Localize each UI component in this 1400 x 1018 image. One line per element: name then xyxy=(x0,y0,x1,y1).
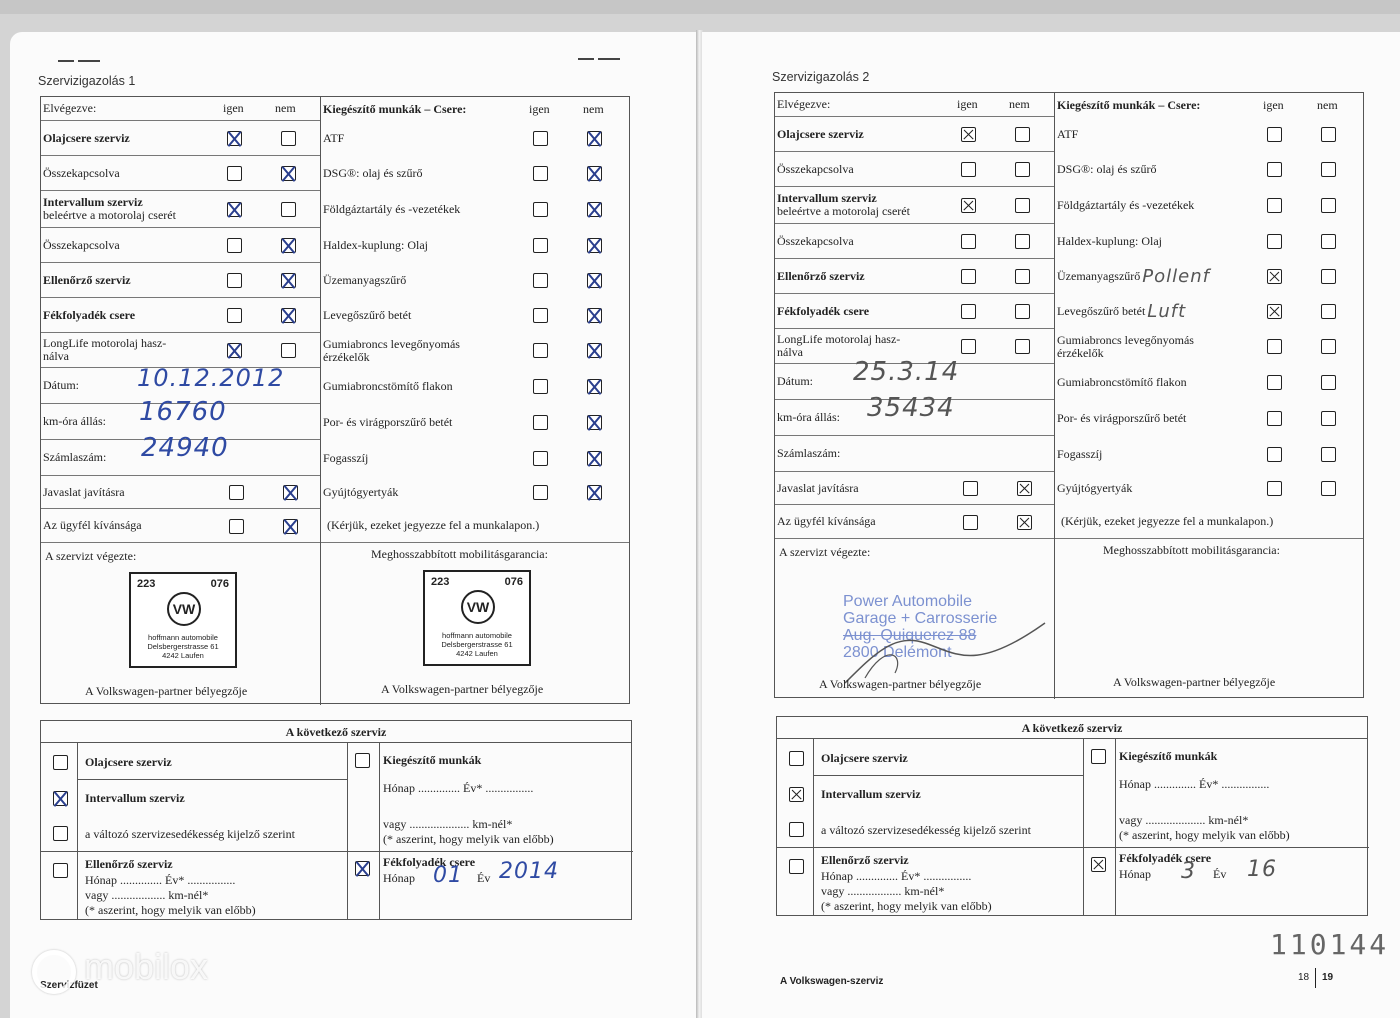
extra-row-label: DSG®: olaj és szűrő xyxy=(323,166,423,180)
no-checkbox[interactable] xyxy=(1015,269,1030,284)
extra-row xyxy=(321,228,629,263)
extra-row-label: Levegőszűrő betét xyxy=(323,308,412,322)
no-checkbox[interactable] xyxy=(1321,234,1336,249)
no-checkbox[interactable] xyxy=(587,166,602,181)
service-row xyxy=(41,156,320,191)
yes-checkbox[interactable] xyxy=(533,131,548,146)
next-variable-checkbox[interactable] xyxy=(789,822,804,837)
section-title: Szervizigazolás 2 xyxy=(772,70,870,84)
extra-row xyxy=(1055,224,1363,259)
next-oil-checkbox[interactable] xyxy=(53,755,68,770)
extra-row-label: ATF xyxy=(323,131,345,145)
no-checkbox[interactable] xyxy=(1015,162,1030,177)
extra-header xyxy=(1055,93,1363,117)
stamp-caption: A Volkswagen-partner bélyegzője xyxy=(381,682,544,696)
suggest-row xyxy=(41,476,320,509)
yes-header: igen xyxy=(1263,97,1284,112)
next-oil-label: Olajcsere szerviz xyxy=(85,755,172,769)
service-row-label: Intervallum szerviz beleértve a motorolaj cserét xyxy=(777,191,910,218)
service-row xyxy=(41,121,320,156)
next-check-label: Ellenőrző szerviz xyxy=(85,857,173,871)
no-header: nem xyxy=(1317,97,1338,112)
wish-row xyxy=(41,509,629,543)
extra-row-label: Üzemanyagszűrő xyxy=(323,273,407,287)
service-row-label: Összekapcsolva xyxy=(777,233,854,248)
no-checkbox[interactable] xyxy=(1015,339,1030,354)
table-header xyxy=(775,93,1054,117)
extra-row-label: Fogasszíj xyxy=(1057,446,1103,461)
service-table xyxy=(774,92,1364,698)
no-checkbox[interactable] xyxy=(1321,339,1336,354)
yes-checkbox[interactable] xyxy=(1267,339,1282,354)
suggest-no-checkbox[interactable] xyxy=(283,485,298,500)
extra-row-label: ATF xyxy=(1057,127,1079,141)
service-row xyxy=(775,152,1054,187)
date-handwritten: 25.3.14 xyxy=(853,357,960,387)
yes-checkbox[interactable] xyxy=(961,269,976,284)
extra-header-label: Kiegészítő munkák – Csere: xyxy=(323,101,467,116)
yes-checkbox[interactable] xyxy=(533,238,548,253)
no-checkbox[interactable] xyxy=(1321,411,1336,426)
next-check-checkbox[interactable] xyxy=(53,863,68,878)
stamp-caption: A Volkswagen-partner bélyegzője xyxy=(819,677,982,691)
next-service-box xyxy=(776,716,1368,916)
next-title: A következő szerviz xyxy=(777,717,1367,739)
service-row-label: Fékfolyadék csere xyxy=(777,303,870,318)
service-row-label: Olajcsere szerviz xyxy=(43,130,130,145)
suggest-label: Javaslat javításra xyxy=(43,484,125,499)
dealer-stamp: 223 076 VW hoffmann automobile Delsbergerstrasse 61 4242 Laufen xyxy=(129,572,237,668)
next-extra-month: Hónap .............. Év* ................ xyxy=(383,781,534,795)
extra-row-label: Gyújtógyertyák xyxy=(323,485,399,499)
no-checkbox[interactable] xyxy=(587,238,602,253)
next-brake-month: Hónap xyxy=(383,871,415,885)
yes-checkbox[interactable] xyxy=(1267,198,1282,213)
no-checkbox[interactable] xyxy=(1321,269,1336,284)
next-check-km: vagy .................. km-nél* xyxy=(821,884,945,898)
yes-checkbox[interactable] xyxy=(227,238,242,253)
yes-checkbox[interactable] xyxy=(533,202,548,217)
table-header xyxy=(41,97,320,121)
dash-mark xyxy=(598,58,620,60)
left-page xyxy=(10,32,698,1018)
section-title: Szervizigazolás 1 xyxy=(38,74,136,88)
extra-row xyxy=(1055,152,1363,187)
performed-header: Elvégezve: xyxy=(43,101,97,115)
service-done-label: A szervizt végezte: xyxy=(779,545,871,559)
next-brake-year: Év xyxy=(1213,867,1227,881)
extra-row-label: Fogasszíj xyxy=(323,450,369,465)
yes-checkbox[interactable] xyxy=(1267,304,1282,319)
next-check-month: Hónap .............. Év* ................ xyxy=(85,873,236,887)
watermark: mobilox xyxy=(84,946,209,987)
stamp-caption: A Volkswagen-partner bélyegzője xyxy=(85,684,248,698)
service-row-label: Összekapcsolva xyxy=(43,165,120,180)
next-interval-label: Intervallum szerviz xyxy=(85,791,185,805)
yes-checkbox[interactable] xyxy=(961,304,976,319)
next-check-label: Ellenőrző szerviz xyxy=(821,853,909,867)
yes-checkbox[interactable] xyxy=(533,343,548,358)
yes-checkbox[interactable] xyxy=(227,166,242,181)
wish-row xyxy=(775,505,1363,539)
yes-checkbox[interactable] xyxy=(1267,481,1282,496)
yes-checkbox[interactable] xyxy=(961,234,976,249)
no-checkbox[interactable] xyxy=(587,379,602,394)
yes-checkbox[interactable] xyxy=(227,273,242,288)
next-brake-checkbox[interactable] xyxy=(1091,857,1106,872)
extra-row-label: Gumiabroncstömítő flakon xyxy=(1057,374,1187,389)
vw-logo-icon: VW xyxy=(167,592,201,626)
yes-checkbox[interactable] xyxy=(227,308,242,323)
next-brake-month: Hónap xyxy=(1119,867,1151,881)
no-checkbox[interactable] xyxy=(587,273,602,288)
no-checkbox[interactable] xyxy=(1321,127,1336,142)
no-checkbox[interactable] xyxy=(587,451,602,466)
extra-row-label: Üzemanyagszűrő xyxy=(1057,269,1141,283)
next-extra-label: Kiegészítő munkák xyxy=(1119,749,1218,763)
next-check-checkbox[interactable] xyxy=(789,859,804,874)
next-interval-checkbox[interactable] xyxy=(53,791,68,806)
extra-row xyxy=(1055,187,1363,224)
scan-top-edge xyxy=(0,0,1400,14)
extra-row xyxy=(321,263,629,298)
yes-checkbox[interactable] xyxy=(961,127,976,142)
km-row xyxy=(775,393,1054,436)
yes-checkbox[interactable] xyxy=(1267,127,1282,142)
service-row xyxy=(775,224,1054,259)
no-checkbox[interactable] xyxy=(281,166,296,181)
extra-row-label: Por- és virágporszűrő betét xyxy=(323,414,453,429)
extra-row-label: Haldex-kuplung: Olaj xyxy=(323,238,428,252)
service-row xyxy=(775,117,1054,152)
next-brake-year: Év xyxy=(477,871,491,885)
no-checkbox[interactable] xyxy=(587,485,602,500)
no-checkbox[interactable] xyxy=(1015,304,1030,319)
yes-checkbox[interactable] xyxy=(961,198,976,213)
service-row xyxy=(41,263,320,298)
extra-row-label: Gumiabroncs levegőnyomás érzékelők xyxy=(1057,332,1194,360)
yes-checkbox[interactable] xyxy=(1267,269,1282,284)
service-row xyxy=(41,191,320,228)
next-title: A következő szerviz xyxy=(41,721,631,743)
yes-checkbox[interactable] xyxy=(227,202,242,217)
yes-checkbox[interactable] xyxy=(533,379,548,394)
extra-handwritten: Luft xyxy=(1147,301,1187,322)
yes-checkbox[interactable] xyxy=(961,162,976,177)
no-checkbox[interactable] xyxy=(587,308,602,323)
next-extra-month: Hónap .............. Év* ................ xyxy=(1119,777,1270,791)
footer-right: A Volkswagen-szerviz xyxy=(780,976,884,987)
date-handwritten: 10.12.2012 xyxy=(137,364,285,392)
date-label: Dátum: xyxy=(43,378,79,392)
dealer-ink-stamp: Power Automobile Garage + Carrosserie Aug. Quiquerez 88 2800 Delémont xyxy=(843,593,998,661)
mobility-label: Meghosszabbított mobilitásgarancia: xyxy=(1103,543,1280,557)
yes-checkbox[interactable] xyxy=(227,131,242,146)
extra-row xyxy=(1055,294,1363,329)
mobility-label: Meghosszabbított mobilitásgarancia: xyxy=(371,547,548,561)
next-check-km: vagy .................. km-nél* xyxy=(85,888,209,902)
next-oil-checkbox[interactable] xyxy=(789,751,804,766)
yes-checkbox[interactable] xyxy=(1267,234,1282,249)
next-extra-note: (* aszerint, hogy melyik van előbb) xyxy=(383,832,554,846)
wish-label: Az ügyfél kívánsága xyxy=(777,514,876,528)
service-row-label: Intervallum szerviz beleértve a motorolaj cserét xyxy=(43,195,176,222)
service-done-label: A szervizt végezte: xyxy=(45,549,137,563)
no-checkbox[interactable] xyxy=(587,202,602,217)
service-table xyxy=(40,96,630,704)
no-checkbox[interactable] xyxy=(1321,447,1336,462)
extra-row xyxy=(1055,400,1363,436)
no-checkbox[interactable] xyxy=(281,131,296,146)
next-brake-label: Fékfolyadék csere xyxy=(383,855,476,869)
invoice-handwritten: 24940 xyxy=(141,433,229,463)
service-row xyxy=(775,294,1054,329)
no-checkbox[interactable] xyxy=(281,273,296,288)
yes-checkbox[interactable] xyxy=(533,308,548,323)
yes-checkbox[interactable] xyxy=(533,415,548,430)
wish-yes-checkbox[interactable] xyxy=(229,519,244,534)
next-oil-label: Olajcsere szerviz xyxy=(821,751,908,765)
invoice-label: Számlaszám: xyxy=(777,446,841,460)
extra-row xyxy=(321,440,629,476)
page-number-left: 18 xyxy=(1298,972,1310,983)
km-handwritten: 16760 xyxy=(139,397,227,427)
yes-header: igen xyxy=(223,101,244,115)
km-label: km-óra állás: xyxy=(43,414,106,428)
yes-checkbox[interactable] xyxy=(961,339,976,354)
service-row xyxy=(41,333,320,368)
no-checkbox[interactable] xyxy=(281,343,296,358)
page-number-right: 19 xyxy=(1322,972,1334,983)
extra-row xyxy=(321,121,629,156)
no-checkbox[interactable] xyxy=(587,131,602,146)
no-checkbox[interactable] xyxy=(587,343,602,358)
yes-checkbox[interactable] xyxy=(1267,162,1282,177)
mobilox-logo-icon xyxy=(32,950,76,994)
no-checkbox[interactable] xyxy=(281,308,296,323)
next-interval-checkbox[interactable] xyxy=(789,787,804,802)
wish-label: Az ügyfél kívánsága xyxy=(43,518,142,532)
service-row-label: LongLife motorolaj hasz- nálva xyxy=(777,332,901,359)
yes-checkbox[interactable] xyxy=(533,451,548,466)
yes-checkbox[interactable] xyxy=(533,273,548,288)
note-text: (Kérjük, ezeket jegyezze fel a munkalapon.) xyxy=(1061,514,1274,528)
invoice-row xyxy=(775,436,1054,472)
page-divider xyxy=(1315,968,1316,988)
extra-row-label: Földgáztartály és -vezetékek xyxy=(323,202,461,216)
extra-row-label: Gumiabroncs levegőnyomás érzékelők xyxy=(323,336,460,364)
next-brake-month-handwritten: 01 xyxy=(433,863,463,888)
wish-yes-checkbox[interactable] xyxy=(963,515,978,530)
dash-mark xyxy=(58,60,74,62)
service-row xyxy=(775,187,1054,224)
no-checkbox[interactable] xyxy=(1015,198,1030,213)
service-row-label: Olajcsere szerviz xyxy=(777,126,864,141)
extra-row xyxy=(321,156,629,191)
extra-row-label: Gumiabroncstömítő flakon xyxy=(323,378,453,393)
extra-row xyxy=(321,368,629,404)
suggest-label: Javaslat javításra xyxy=(777,480,859,495)
next-check-note: (* aszerint, hogy melyik van előbb) xyxy=(85,903,256,917)
yes-checkbox[interactable] xyxy=(1267,411,1282,426)
next-check-month: Hónap .............. Év* ................ xyxy=(821,869,972,883)
suggest-row xyxy=(775,472,1054,505)
service-row-label: Fékfolyadék csere xyxy=(43,307,136,322)
next-extra-checkbox[interactable] xyxy=(355,753,370,768)
next-brake-label: Fékfolyadék csere xyxy=(1119,851,1212,865)
extra-row-label: Levegőszűrő betét xyxy=(1057,304,1146,318)
no-checkbox[interactable] xyxy=(281,238,296,253)
vw-logo-icon: VW xyxy=(461,590,495,624)
extra-row xyxy=(321,191,629,228)
yes-header: igen xyxy=(529,101,550,116)
next-check-note: (* aszerint, hogy melyik van előbb) xyxy=(821,899,992,913)
suggest-yes-checkbox[interactable] xyxy=(229,485,244,500)
extra-row xyxy=(1055,364,1363,400)
service-row xyxy=(41,228,320,263)
dash-mark xyxy=(78,60,100,62)
dash-mark xyxy=(578,58,594,60)
note-text: (Kérjük, ezeket jegyezze fel a munkalapon.) xyxy=(327,518,540,532)
suggest-no-checkbox[interactable] xyxy=(1017,481,1032,496)
next-extra-note: (* aszerint, hogy melyik van előbb) xyxy=(1119,828,1290,842)
yes-checkbox[interactable] xyxy=(1267,447,1282,462)
no-checkbox[interactable] xyxy=(587,415,602,430)
no-checkbox[interactable] xyxy=(1321,481,1336,496)
stamp-caption: A Volkswagen-partner bélyegzője xyxy=(1113,675,1276,689)
yes-checkbox[interactable] xyxy=(227,343,242,358)
service-row-label: LongLife motorolaj hasz- nálva xyxy=(43,336,167,363)
extra-row xyxy=(1055,472,1363,505)
footer-left: Szervizfüzet xyxy=(40,980,98,991)
yes-checkbox[interactable] xyxy=(533,485,548,500)
next-variable-checkbox[interactable] xyxy=(53,826,68,841)
service-row-label: Ellenőrző szerviz xyxy=(777,268,865,283)
dealer-stamp: 223 076 VW hoffmann automobile Delsbergerstrasse 61 4242 Laufen xyxy=(423,570,531,666)
no-header: nem xyxy=(275,101,296,115)
suggest-yes-checkbox[interactable] xyxy=(963,481,978,496)
next-variable-label: a változó szervizesedékesség kijelző szerint xyxy=(821,823,1031,837)
extra-row-label: Gyújtógyertyák xyxy=(1057,481,1133,495)
service-row xyxy=(775,259,1054,294)
next-brake-year-handwritten: 2014 xyxy=(499,859,559,884)
extra-handwritten: Pollenf xyxy=(1142,266,1210,287)
extra-row xyxy=(321,298,629,333)
extra-row xyxy=(321,333,629,368)
next-brake-checkbox[interactable] xyxy=(355,861,370,876)
next-service-box xyxy=(40,720,632,920)
next-extra-km: vagy .................... km-nél* xyxy=(1119,813,1249,827)
invoice-row xyxy=(41,433,320,476)
yes-checkbox[interactable] xyxy=(1267,375,1282,390)
next-brake-year-handwritten: 16 xyxy=(1247,857,1277,882)
wish-no-checkbox[interactable] xyxy=(1017,515,1032,530)
km-handwritten: 35434 xyxy=(867,393,955,423)
performed-header: Elvégezve: xyxy=(777,97,831,111)
no-checkbox[interactable] xyxy=(1321,198,1336,213)
extra-row xyxy=(1055,436,1363,472)
next-extra-checkbox[interactable] xyxy=(1091,749,1106,764)
extra-row xyxy=(321,404,629,440)
extra-row-label: DSG®: olaj és szűrő xyxy=(1057,162,1157,176)
next-interval-label: Intervallum szerviz xyxy=(821,787,921,801)
serial-stamp: 110144 xyxy=(1270,928,1390,961)
wish-no-checkbox[interactable] xyxy=(283,519,298,534)
right-page xyxy=(702,32,1400,1018)
invoice-label: Számlaszám: xyxy=(43,450,107,464)
extra-header-label: Kiegészítő munkák – Csere: xyxy=(1057,97,1201,112)
extra-row-label: Földgáztartály és -vezetékek xyxy=(1057,198,1195,212)
service-row-label: Ellenőrző szerviz xyxy=(43,272,131,287)
next-variable-label: a változó szervizesedékesség kijelző szerint xyxy=(85,827,295,841)
next-brake-month-handwritten: 3 xyxy=(1181,859,1196,884)
no-checkbox[interactable] xyxy=(1321,375,1336,390)
service-row-label: Összekapcsolva xyxy=(777,161,854,176)
service-row-label: Összekapcsolva xyxy=(43,237,120,252)
no-checkbox[interactable] xyxy=(1015,234,1030,249)
no-checkbox[interactable] xyxy=(1321,304,1336,319)
yes-header: igen xyxy=(957,97,978,111)
extra-row xyxy=(321,476,629,509)
no-checkbox[interactable] xyxy=(281,202,296,217)
extra-row-label: Haldex-kuplung: Olaj xyxy=(1057,234,1162,248)
extra-row xyxy=(1055,117,1363,152)
extra-row xyxy=(1055,329,1363,364)
next-extra-label: Kiegészítő munkák xyxy=(383,753,482,767)
no-checkbox[interactable] xyxy=(1321,162,1336,177)
no-header: nem xyxy=(1009,97,1030,111)
extra-header xyxy=(321,97,629,121)
service-row xyxy=(41,298,320,333)
extra-row xyxy=(1055,259,1363,294)
yes-checkbox[interactable] xyxy=(533,166,548,181)
next-extra-km: vagy .................... km-nél* xyxy=(383,817,513,831)
no-header: nem xyxy=(583,101,604,116)
no-checkbox[interactable] xyxy=(1015,127,1030,142)
km-label: km-óra állás: xyxy=(777,410,840,424)
extra-row-label: Por- és virágporszűrő betét xyxy=(1057,410,1187,425)
date-label: Dátum: xyxy=(777,374,813,388)
